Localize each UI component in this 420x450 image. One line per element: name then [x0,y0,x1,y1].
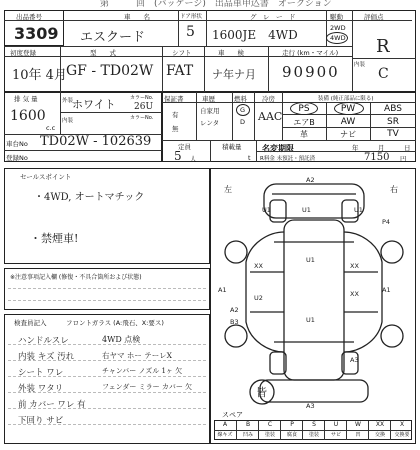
legend-meaning: 塗装 [302,431,325,440]
capacity-value: 5 [174,149,182,163]
displacement-value: 1600 [10,108,46,124]
use-header: 車歴 [202,95,215,103]
interior-color-label: 内装 [62,118,74,124]
month-label: 月 [378,144,385,152]
mark-1: A2 [306,176,315,184]
load-label: 積載量 [222,143,242,151]
equip-tv: TV [387,129,399,139]
mark-10: B3 [230,318,239,326]
legend-code: B [236,421,259,430]
mark-17: P4 [382,218,391,226]
inspector-right-2: 右ヤマ ホー テーレX [102,351,172,360]
mark-16: A3 [350,356,359,364]
legend-code: S [302,421,325,430]
color-no2-label: カラーNo. [130,115,154,121]
chassis-label: 車台No [6,140,28,148]
fuel-d: D [240,118,246,126]
inspection-value: ナ年ナ月 [212,68,256,81]
reg-no-label: 登録No [6,154,28,162]
legend-meaning: 交換 [368,431,391,440]
legend-code: P [280,421,303,430]
mark-14: U1 [262,206,271,214]
eval-label: 評価点 [364,13,384,21]
car-name-label: 車 名 [124,13,150,21]
equip-header: 装備 (純正部品に限る) [318,96,374,102]
inspector-left-4: 外装 ワタリ [18,384,64,394]
spare-label: スペア [222,411,243,419]
load-unit: t [248,154,251,162]
equip-aw: AW [340,117,356,127]
capacity-unit: 人 [190,155,197,163]
grade-value: 1600JE 4WD [212,28,298,42]
mark-2: U1 [302,206,311,214]
eval-interior: C [378,66,389,82]
mileage-label: 走行 (km・マイル) [282,49,339,57]
sales-point-line-1: ・4WD, オートマチック [34,192,145,203]
legend-code: U [324,421,347,430]
stamp-text: 皆 [256,386,267,399]
mark-11: XX [350,262,359,270]
ac-header: 冷房 [262,95,275,103]
equip-pw: PW [340,104,356,114]
glass-label: フロントガラス (A:飛石、X:要ス) [66,319,164,327]
equip-sr: SR [387,117,399,127]
year-label: 年 [352,144,359,152]
equip-ps: PS [298,104,310,114]
shift-value: FAT [166,63,194,79]
legend-meaning: サビ [324,431,347,440]
mark-8: A2 [230,306,239,314]
inspector-left-3: シート ワレ [18,368,64,378]
mileage-value: 90900 [282,63,340,81]
day-label: 日 [404,144,411,152]
inspector-left-5: 前 カバー ワレ 有 [18,400,86,410]
mark-9: U2 [254,294,263,302]
mark-12: A1 [382,286,391,294]
mark-5: A3 [306,402,315,410]
cc-label: c.c [46,124,56,132]
color-no-label: カラーNo. [130,95,154,101]
type-label: 型 式 [90,49,116,57]
warranty-none: 無 [172,125,179,133]
ac-value: AAC [258,110,283,123]
doors-value: 5 [186,24,195,40]
legend-code: C [258,421,281,430]
diagram-right-label: 右 [390,185,398,194]
first-reg-label: 初度登録 [10,49,36,57]
doors-label: ドア形状 [180,14,202,20]
exterior-label: 外装 [62,98,74,104]
car-name: エスクード [80,30,146,45]
warranty-header: 保証書 [164,95,184,103]
grade-label: グ レ ー ド [250,13,296,21]
warranty-have: 有 [172,111,179,119]
chassis-value: TD02W - 102639 [40,134,152,149]
shift-label: シフト [172,49,192,57]
mark-15: U1 [354,206,363,214]
type-value: GF - TD02W [66,63,154,79]
legend-code: W [346,421,369,430]
inspector-right-4: フェンダー ミラー カバー 欠 [102,383,193,391]
inspector-left-1: ハンドルスレ [18,336,69,346]
legend-meaning: 凹 [346,431,369,440]
mark-13: XX [350,290,359,298]
top-title: 第 回 (パッケージ) 出品車申込書 オークション [100,0,332,9]
legend-code: A [222,421,228,428]
recycle-amount: 7150 [364,152,390,163]
fuel-header: 燃料 [234,95,247,103]
recycle-label: R料金 未預託・預託済 [260,156,316,162]
legend-meaning: 腐食 [280,431,303,440]
drive-circle [326,32,348,44]
mark-3: U1 [306,256,315,264]
notice-label: ※注意事項記入欄 (修復・不具合箇所および状態) [10,274,142,281]
inspector-label: 検査員記入 [14,319,47,327]
legend-meaning: 塗装 [258,431,281,440]
mark-6: XX [254,262,263,270]
legend-meaning: 交換要 [390,431,413,440]
inspector-right-1: 4WD 点検 [102,335,141,344]
displacement-label: 排 気 量 [14,95,38,103]
use-rental: レンタ [200,119,220,127]
inspector-right-3: チャンバー ノズル 1ヶ 欠 [102,367,183,375]
inspection-label: 車 検 [218,49,244,57]
drive-4wd: 4WD [330,34,346,42]
equip-airbag: エアB [293,118,315,127]
equip-pw-circle [334,102,364,115]
sales-point-line-2: ・禁煙車! [30,232,79,245]
fuel-g: G [240,106,246,114]
car-diagram [210,172,416,412]
eval-score: R [376,36,390,57]
legend-code: XX [368,421,391,430]
equip-ps-circle [290,102,318,115]
color-no-value: 26U [134,102,154,112]
mark-7: A1 [218,286,227,294]
capacity-label: 定員 [178,143,191,151]
mark-4: U1 [306,316,315,324]
interior-eval-label: 内装 [354,62,366,68]
first-reg-value: 10年 4月 [12,68,67,83]
equip-abs: ABS [384,104,402,114]
lot-number: 3309 [14,24,59,43]
fuel-g-circle [236,104,250,116]
drive-label: 駆動 [330,13,343,21]
diagram-left-label: 左 [224,185,232,194]
use-private: 自家用 [200,107,220,115]
legend-meaning: 凹み [236,431,259,440]
drive-2wd: 2WD [330,24,346,32]
inspector-left-2: 内装 キズ 汚れ [18,352,75,362]
equip-leather: 革 [300,130,308,139]
legend-meaning: 線キズ [217,432,233,438]
sales-point-box [4,168,210,264]
legend-code: X [390,421,413,430]
sales-point-label: セールスポイント [20,173,72,181]
yen-label: 円 [400,155,407,163]
lot-label: 出品番号 [16,13,42,21]
notes-header: 名変期限 [262,144,294,153]
equip-navi: ナビ [340,130,356,139]
inspector-left-6: 下回り サビ [18,416,64,426]
color-value: ホワイト [72,98,116,111]
